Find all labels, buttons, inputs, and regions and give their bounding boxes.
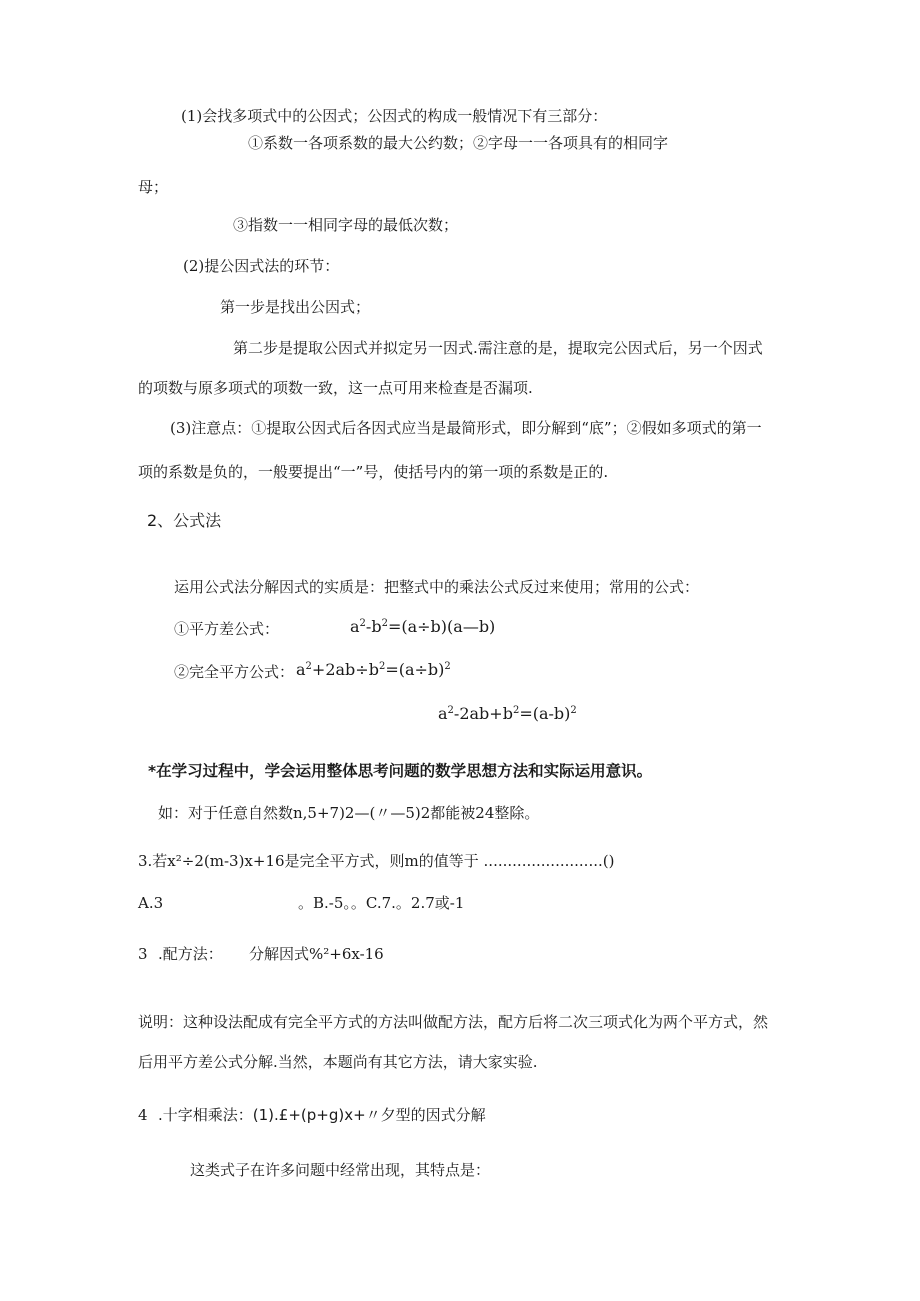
description-line-1: 说明：这种设法配成有完全平方式的方法叫做配方法，配方后将二次三项式化为两个平方式，然 <box>138 1013 769 1031</box>
section-3-task: 分解因式%²+6x-16 <box>249 945 384 963</box>
question-3: 3.若x²÷2(m-3)x+16是完全平方式，则m的值等于 .........................() <box>138 852 615 870</box>
example-line: 如：对于任意自然数n,5+7)2—(〃—5)2都能被24整除。 <box>158 804 540 822</box>
formula-2-label: ②完全平方公式： <box>174 663 295 681</box>
text-line-3: 母； <box>138 178 169 196</box>
text-line-8: 的项数与原多项式的项数一致，这一点可用来检查是否漏项. <box>138 379 533 397</box>
text-line-6: 第一步是找出公因式； <box>220 298 371 316</box>
text-line-last: 这类式子在许多问题中经常出现，其特点是： <box>190 1161 491 1179</box>
options-bcd: 。B.-5。。C.7.。2.7或-1 <box>298 894 465 912</box>
text-line-11: 运用公式法分解因式的实质是：把整式中的乘法公式反过来使用；常用的公式： <box>174 578 700 596</box>
section-heading-completing-square: .配方法： <box>158 945 223 963</box>
formula-perfect-square-plus: $a^2+2ab\div b^2=(a\div b)^2$ <box>296 660 451 679</box>
text-line-1: (1)会找多项式中的公因式；公因式的构成一般情况下有三部分： <box>181 107 608 125</box>
formula-perfect-square-minus: $a^2-2ab+b^2=(a-b)^2$ <box>438 704 577 723</box>
text-line-4: ③指数一一相同字母的最低次数； <box>233 216 459 234</box>
option-a: A.3 <box>138 894 164 912</box>
formula-1-label: ①平方差公式： <box>174 620 280 638</box>
text-line-7: 第二步是提取公因式并拟定另一因式.需注意的是，提取完公因式后，另一个因式 <box>233 339 763 357</box>
section-3-number: 3 <box>138 945 148 963</box>
text-line-9: (3)注意点：①提取公因式后各因式应当是最简形式，即分解到“底”；②假如多项式的第一 <box>170 419 762 437</box>
text-line-10: 项的系数是负的，一般要提出“一”号，使括号内的第一项的系数是正的. <box>138 463 609 481</box>
formula-difference-of-squares: $a^2-b^2=(a\div b)(a—b)$ <box>350 617 496 636</box>
section-heading-formula: 2、公式法 <box>147 511 222 530</box>
description-line-2: 后用平方差公式分解.当然，本题尚有其它方法，请大家实验. <box>138 1053 538 1071</box>
text-line-2: ①系数一各项系数的最大公约数；②字母一一各项具有的相同字 <box>248 134 669 152</box>
section-4-number: 4 <box>138 1106 148 1124</box>
note-line: *在学习过程中，学会运用整体思考问题的数学思想方法和实际运用意识。 <box>148 762 653 780</box>
text-line-5: (2)提公因式法的环节： <box>183 257 340 275</box>
section-heading-cross-multiplication: .十字相乘法：(1).£+(p+g)x+〃夕型的因式分解 <box>158 1106 486 1124</box>
